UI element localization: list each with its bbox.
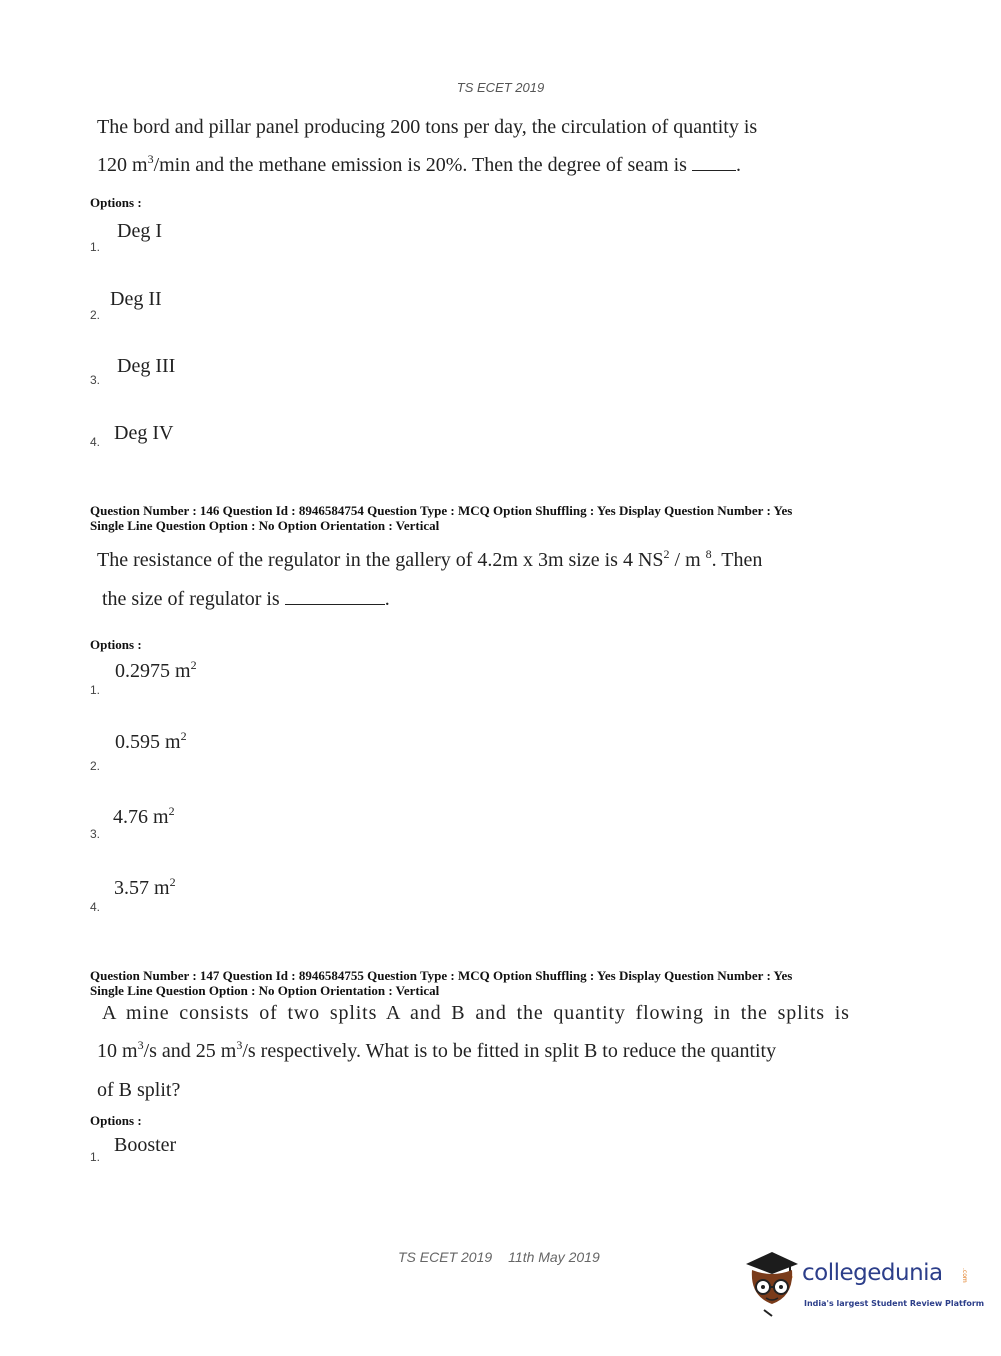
option-number: 4. — [90, 435, 101, 449]
option-text: 4.76 $m^2$ — [113, 804, 175, 828]
option-number: 2. — [90, 759, 101, 773]
option-number: 1. — [90, 240, 101, 254]
option-text: Deg II — [110, 288, 162, 310]
logo-tagline: India's largest Student Review Platform — [804, 1299, 985, 1308]
page-header: TS ECET 2019 — [456, 80, 545, 95]
logo-suffix: .com — [961, 1268, 968, 1283]
question-text-line: 120 $m^3/\min$ and the methane emission is 20%. Then the degree of seam is . — [97, 152, 741, 176]
options-label: Options : — [90, 637, 142, 652]
option-text: 3.57 $m^2$ — [114, 875, 176, 899]
option-number: 2. — [90, 308, 101, 322]
question-meta: Question Number : 146 Question Id : 8946584754 Question Type : MCQ Option Shuffling : Yes Display Question Number : Yes Single Line Question Option : No Option Orientation : Vertical — [90, 503, 793, 533]
options-label: Options : — [90, 195, 142, 210]
option-number: 1. — [90, 683, 101, 697]
question-text-line: The resistance of the regulator in the gallery of 4.2m x 3m size is 4 $NS^2$ / m $^8$. Then — [97, 547, 763, 571]
question-meta: Question Number : 147 Question Id : 8946584755 Question Type : MCQ Option Shuffling : Yes Display Question Number : Yes Single Line Question Option : No Option Orientation : Vertical — [90, 968, 793, 998]
logo-wordmark: collegedunia — [802, 1260, 943, 1286]
page-footer: TS ECET 2019 11th May 2019 — [398, 1249, 600, 1265]
option-number: 4. — [90, 900, 101, 914]
mascot-icon — [742, 1250, 802, 1320]
options-label: Options : — [90, 1113, 142, 1128]
option-text: Deg IV — [114, 422, 174, 444]
option-text: Deg III — [117, 355, 176, 377]
option-text: 0.595 $m^2$ — [115, 729, 187, 753]
question-text-line: 10 $m^3/s$ and 25 $m^3/s$ respectively. What is to be fitted in split B to reduce the quantity — [97, 1038, 777, 1062]
collegedunia-logo — [742, 1250, 985, 1320]
option-number: 3. — [90, 373, 101, 387]
option-text: Deg I — [117, 220, 162, 242]
question-text-line: the size of regulator is . — [102, 588, 390, 610]
question-text-line: of B split? — [97, 1079, 181, 1101]
question-text-line: A mine consists of two splits A and B and the quantity flowing in the splits is — [102, 1002, 850, 1024]
option-text: Booster — [114, 1134, 177, 1156]
question-text-line: The bord and pillar panel producing 200 tons per day, the circulation of quantity is — [97, 116, 758, 138]
option-number: 1. — [90, 1150, 101, 1164]
option-text: 0.2975 $m^2$ — [115, 658, 197, 682]
option-number: 3. — [90, 827, 101, 841]
